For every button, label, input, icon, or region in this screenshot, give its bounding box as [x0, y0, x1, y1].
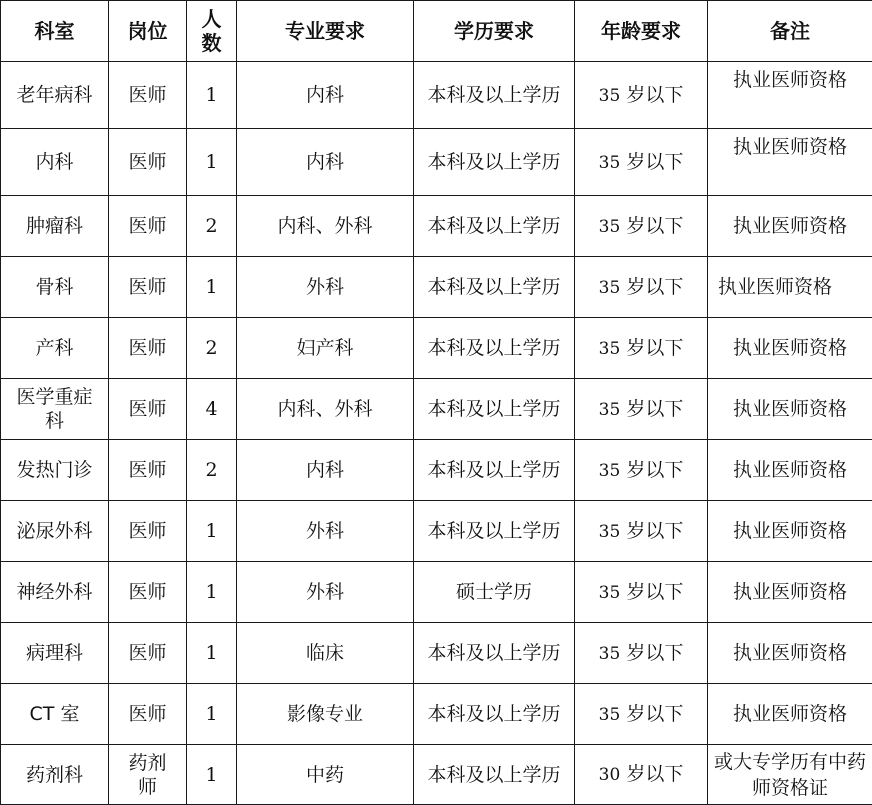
- cell-count: 1: [187, 257, 237, 318]
- cell-count: 1: [187, 623, 237, 684]
- cell-major: 内科: [237, 129, 414, 196]
- cell-edu: 本科及以上学历: [414, 684, 575, 745]
- cell-major: 中药: [237, 745, 414, 805]
- cell-post: 医师: [109, 379, 187, 440]
- cell-age: [575, 745, 708, 805]
- cell-count: 4: [187, 379, 237, 440]
- cell-post: 药剂师: [109, 745, 187, 805]
- cell-dept: 老年病科: [1, 62, 109, 129]
- header-note: 备注: [708, 1, 872, 62]
- cell-post: 医师: [109, 318, 187, 379]
- cell-dept: CT 室: [1, 684, 109, 745]
- cell-age: [575, 257, 708, 318]
- header-post: 岗位: [109, 1, 187, 62]
- cell-dept: 肿瘤科: [1, 196, 109, 257]
- age-number: 35: [599, 400, 621, 420]
- cell-post: 医师: [109, 129, 187, 196]
- table-row: [1, 745, 872, 805]
- table-row: [1, 257, 872, 318]
- cell-post: 医师: [109, 440, 187, 501]
- age-suffix: 岁以下: [626, 84, 683, 106]
- cell-post: 医师: [109, 623, 187, 684]
- cell-count: 2: [187, 318, 237, 379]
- cell-age: [575, 562, 708, 623]
- cell-note: 或大专学历有中药师资格证: [708, 745, 872, 805]
- cell-edu: 本科及以上学历: [414, 257, 575, 318]
- cell-age: [575, 318, 708, 379]
- table-row: [1, 62, 872, 129]
- cell-count: 1: [187, 684, 237, 745]
- table-row: [1, 501, 872, 562]
- cell-post: 医师: [109, 501, 187, 562]
- cell-count: 1: [187, 501, 237, 562]
- cell-count: 1: [187, 745, 237, 805]
- age-number: 35: [599, 153, 621, 173]
- cell-count: 2: [187, 196, 237, 257]
- cell-edu: 本科及以上学历: [414, 623, 575, 684]
- table-row: [1, 318, 872, 379]
- table-row: [1, 623, 872, 684]
- header-major: 专业要求: [237, 1, 414, 62]
- cell-dept: 泌尿外科: [1, 501, 109, 562]
- cell-note: 执业医师资格: [708, 379, 872, 440]
- age-suffix: 岁以下: [626, 581, 683, 603]
- cell-dept: 发热门诊: [1, 440, 109, 501]
- header-age: 年龄要求: [575, 1, 708, 62]
- cell-age: [575, 501, 708, 562]
- cell-dept: 神经外科: [1, 562, 109, 623]
- cell-note: 执业医师资格: [708, 257, 872, 318]
- cell-major: 内科、外科: [237, 379, 414, 440]
- cell-post: 医师: [109, 257, 187, 318]
- cell-count: 1: [187, 62, 237, 129]
- cell-note: 执业医师资格: [708, 684, 872, 745]
- cell-major: 内科: [237, 440, 414, 501]
- cell-note: 执业医师资格: [708, 196, 872, 257]
- cell-post: 医师: [109, 62, 187, 129]
- header-edu: 学历要求: [414, 1, 575, 62]
- cell-note: 执业医师资格: [708, 440, 872, 501]
- age-suffix: 岁以下: [626, 276, 683, 298]
- cell-major: 外科: [237, 257, 414, 318]
- cell-note: 执业医师资格: [708, 623, 872, 684]
- cell-note: 执业医师资格: [708, 129, 872, 196]
- cell-post: 医师: [109, 196, 187, 257]
- cell-dept: 医学重症科: [1, 379, 109, 440]
- cell-major: 外科: [237, 562, 414, 623]
- cell-dept: 药剂科: [1, 745, 109, 805]
- age-number: 35: [599, 461, 621, 481]
- age-number: 35: [599, 86, 621, 106]
- header-row: [1, 1, 872, 62]
- cell-major: 影像专业: [237, 684, 414, 745]
- cell-age: [575, 196, 708, 257]
- age-number: 30: [599, 765, 621, 785]
- cell-age: [575, 623, 708, 684]
- cell-major: 临床: [237, 623, 414, 684]
- cell-dept: 病理科: [1, 623, 109, 684]
- cell-edu: 本科及以上学历: [414, 501, 575, 562]
- cell-major: 内科、外科: [237, 196, 414, 257]
- table-row: [1, 196, 872, 257]
- cell-post: 医师: [109, 562, 187, 623]
- age-number: 35: [599, 217, 621, 237]
- cell-edu: 本科及以上学历: [414, 62, 575, 129]
- age-suffix: 岁以下: [626, 398, 683, 420]
- cell-note: 执业医师资格: [708, 318, 872, 379]
- cell-age: [575, 440, 708, 501]
- cell-edu: 本科及以上学历: [414, 129, 575, 196]
- age-suffix: 岁以下: [626, 703, 683, 725]
- table-row: [1, 440, 872, 501]
- cell-count: 2: [187, 440, 237, 501]
- cell-edu: 本科及以上学历: [414, 745, 575, 805]
- cell-major: 内科: [237, 62, 414, 129]
- header-count: 人数: [187, 1, 237, 62]
- cell-edu: 本科及以上学历: [414, 379, 575, 440]
- age-number: 35: [599, 583, 621, 603]
- age-suffix: 岁以下: [626, 520, 683, 542]
- cell-note: 执业医师资格: [708, 562, 872, 623]
- age-number: 35: [599, 339, 621, 359]
- table-row: [1, 379, 872, 440]
- cell-edu: 本科及以上学历: [414, 440, 575, 501]
- cell-edu: 本科及以上学历: [414, 196, 575, 257]
- cell-age: [575, 684, 708, 745]
- table-row: [1, 129, 872, 196]
- header-dept: 科室: [1, 1, 109, 62]
- age-suffix: 岁以下: [626, 337, 683, 359]
- age-suffix: 岁以下: [626, 642, 683, 664]
- table-row: [1, 684, 872, 745]
- cell-count: 1: [187, 129, 237, 196]
- cell-post: 医师: [109, 684, 187, 745]
- cell-age: [575, 379, 708, 440]
- cell-dept: 内科: [1, 129, 109, 196]
- age-suffix: 岁以下: [626, 215, 683, 237]
- cell-note: 执业医师资格: [708, 501, 872, 562]
- age-number: 35: [599, 705, 621, 725]
- cell-edu: 本科及以上学历: [414, 318, 575, 379]
- age-suffix: 岁以下: [626, 763, 683, 785]
- cell-age: [575, 62, 708, 129]
- age-number: 35: [599, 522, 621, 542]
- cell-dept: 骨科: [1, 257, 109, 318]
- cell-age: [575, 129, 708, 196]
- age-suffix: 岁以下: [626, 459, 683, 481]
- cell-edu: 硕士学历: [414, 562, 575, 623]
- cell-dept: 产科: [1, 318, 109, 379]
- cell-major: 妇产科: [237, 318, 414, 379]
- age-number: 35: [599, 644, 621, 664]
- age-suffix: 岁以下: [626, 151, 683, 173]
- table-row: [1, 562, 872, 623]
- age-number: 35: [599, 278, 621, 298]
- cell-count: 1: [187, 562, 237, 623]
- cell-note: 执业医师资格: [708, 62, 872, 129]
- cell-major: 外科: [237, 501, 414, 562]
